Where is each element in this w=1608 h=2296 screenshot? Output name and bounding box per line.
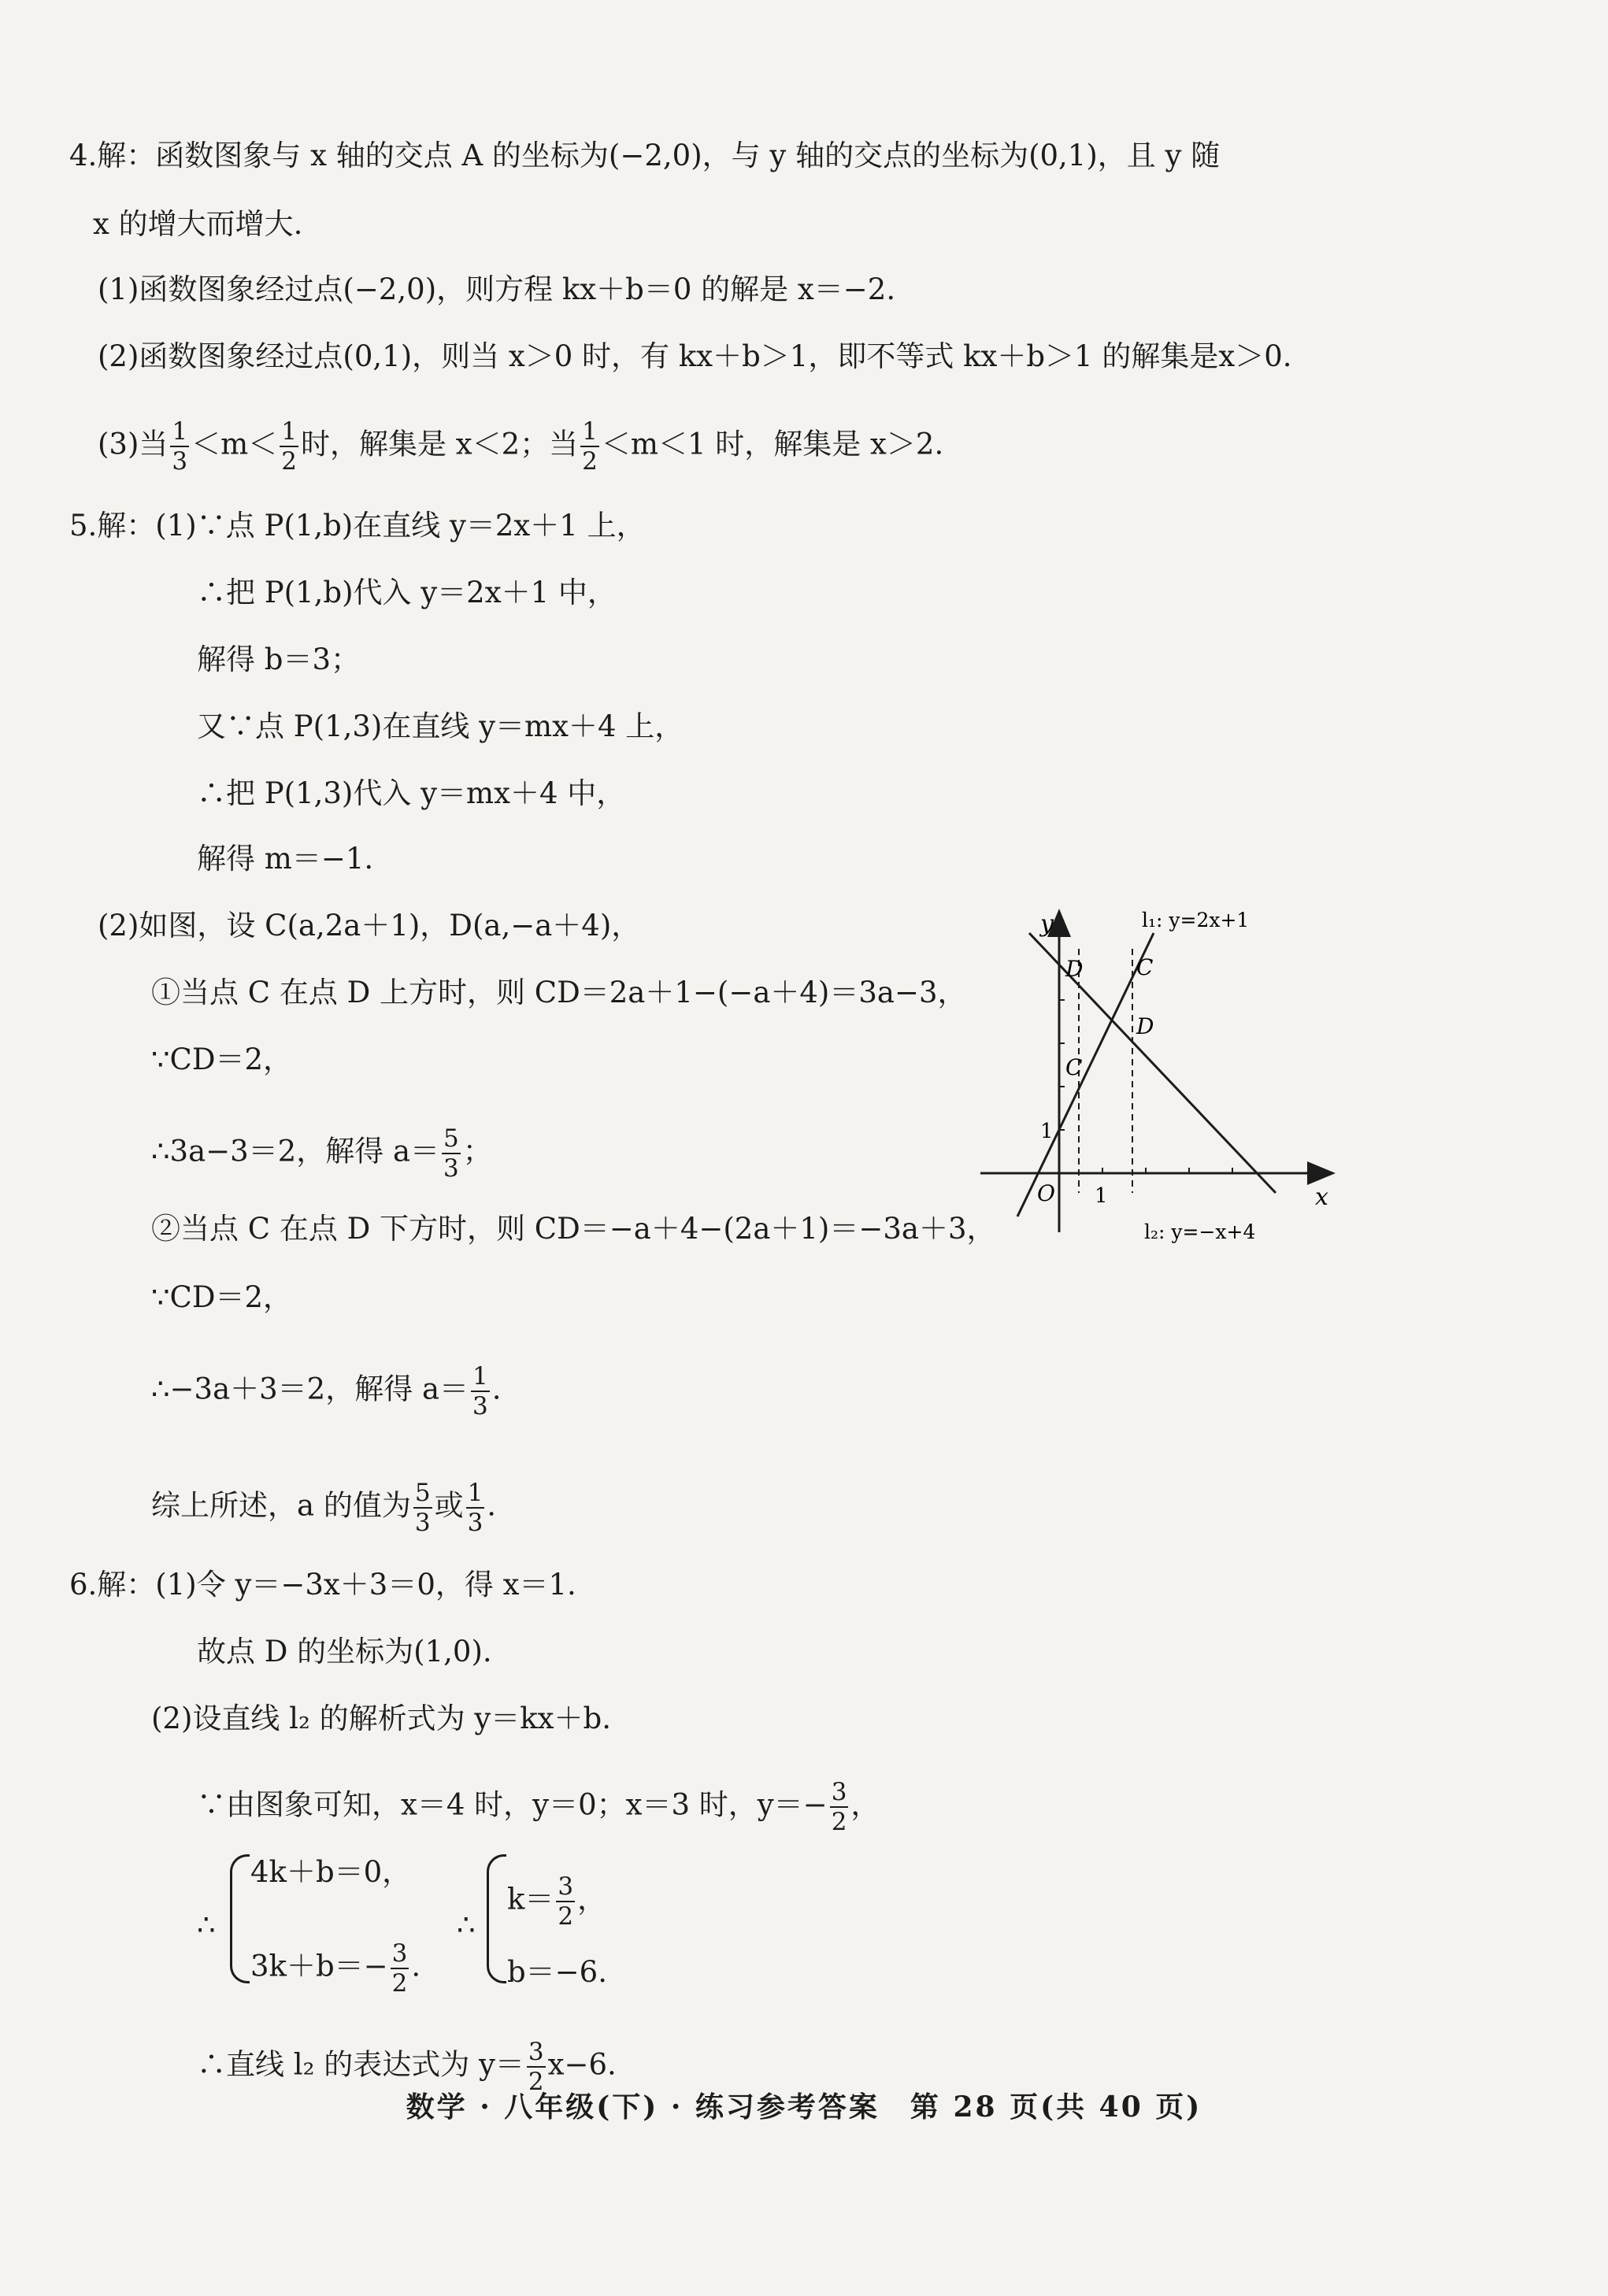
fraction-1-3-b: $\frac{1}{3}$	[472, 1362, 488, 1420]
q5-line-10	[151, 1124, 492, 1183]
system2-eq2: b＝−6.	[507, 1955, 607, 1989]
q6-line-4-text-a: ∵由图象可知，x＝4 时，y＝0；x＝3 时，y＝−	[197, 1787, 828, 1822]
q4-line-5-text-b: ＜m＜	[191, 427, 278, 461]
system1-eq2	[250, 1939, 421, 1998]
fraction-1-2-b: $\frac{1}{2}$	[582, 417, 598, 476]
q5-line-14-text-c: .	[487, 1488, 497, 1523]
line-l1-label: l₁: y=2x+1	[1142, 909, 1250, 931]
q5-line-9: ∵CD＝2，	[151, 1042, 293, 1076]
y-tick-label-1: 1	[1040, 1120, 1054, 1143]
q4-line-1: 4.解：函数图象与 x 轴的交点 A 的坐标为(−2,0)，与 y 轴的交点的坐标为(0,1)，且 y 随	[69, 139, 1221, 172]
q4-line-5-text-a: (3)当	[98, 427, 169, 461]
point-d-right: D	[1136, 1013, 1154, 1039]
page-footer: 数学 · 八年级(下) · 练习参考答案 第 28 页(共 40 页)	[406, 2090, 1202, 2124]
q5-line-14-text-b: 或	[434, 1488, 464, 1523]
point-c-left: C	[1065, 1054, 1083, 1080]
fraction-3-2-d: $\frac{3}{2}$	[528, 2038, 544, 2096]
q5-line-13-text-a: ∴−3a＋3＝2，解得 a＝	[151, 1372, 469, 1406]
left-brace-2	[487, 1854, 506, 1983]
system1-eq2-end: .	[411, 1949, 421, 1983]
fraction-1-3-c: $\frac{1}{3}$	[467, 1479, 484, 1537]
q5-line-8: ①当点 C 在点 D 上方时，则 CD＝2a＋1−(−a＋4)＝3a−3，	[151, 976, 967, 1009]
q6-line-6-text-b: x−6.	[547, 2047, 617, 2082]
q6-line-4	[197, 1778, 880, 1836]
left-brace-1	[230, 1854, 250, 1983]
x-axis-label: x	[1315, 1183, 1328, 1211]
q4-line-5-text-c: 时，解集是 x＜2；当	[300, 427, 579, 461]
fraction-5-3: $\frac{5}{3}$	[443, 1124, 459, 1183]
system2-eq1	[507, 1872, 606, 1931]
q4-line-5	[98, 417, 943, 476]
origin-label: O	[1037, 1180, 1055, 1206]
system1-eq1: 4k＋b＝0，	[250, 1855, 412, 1889]
system1-eq2-text: 3k＋b＝−	[250, 1949, 388, 1983]
q5-line-1: 5.解：(1)∵点 P(1,b)在直线 y＝2x＋1 上，	[69, 509, 646, 543]
therefore-symbol-1: ∴	[197, 1908, 216, 1942]
q5-line-7: (2)如图，设 C(a,2a＋1)，D(a,−a＋4)，	[98, 909, 641, 942]
q4-line-3: (1)函数图象经过点(−2,0)，则方程 kx＋b＝0 的解是 x＝−2.	[98, 272, 896, 306]
x-tick-label-1: 1	[1095, 1184, 1108, 1208]
q6-line-3: (2)设直线 l₂ 的解析式为 y＝kx＋b.	[151, 1702, 611, 1735]
q5-line-3: 解得 b＝3；	[197, 643, 360, 676]
q5-line-13-text-b: .	[491, 1372, 502, 1406]
fraction-1-2: $\frac{1}{2}$	[281, 417, 297, 476]
q5-line-6: 解得 m＝−1.	[197, 842, 374, 876]
q5-line-11: ②当点 C 在点 D 下方时，则 CD＝−a＋4−(2a＋1)＝−3a＋3，	[151, 1212, 996, 1246]
q5-line-10-text-a: ∴3a−3＝2，解得 a＝	[151, 1134, 440, 1168]
q5-line-13	[151, 1362, 502, 1420]
q6-line-2: 故点 D 的坐标为(1,0).	[197, 1635, 492, 1668]
q5-line-4: 又∵点 P(1,3)在直线 y＝mx＋4 上，	[197, 709, 684, 743]
fraction-5-3-b: $\frac{5}{3}$	[414, 1479, 431, 1537]
q5-line-14	[151, 1479, 496, 1537]
therefore-symbol-2: ∴	[457, 1908, 476, 1942]
q5-line-10-text-b: ；	[462, 1134, 492, 1168]
fraction-1-3: $\frac{1}{3}$	[172, 417, 188, 476]
q6-line-4-text-b: ，	[850, 1787, 880, 1822]
system2-eq1-end: ，	[577, 1882, 607, 1916]
q6-line-1: 6.解：(1)令 y＝−3x＋3＝0，得 x＝1.	[69, 1568, 576, 1602]
fraction-3-2: $\frac{3}{2}$	[831, 1778, 847, 1836]
point-c-right: C	[1136, 954, 1154, 980]
point-d-left: D	[1065, 956, 1084, 982]
q4-line-4: (2)函数图象经过点(0,1)，则当 x＞0 时，有 kx＋b＞1，即不等式 kx＋b＞1 的解集是x＞0.	[98, 339, 1292, 373]
coordinate-graph	[965, 902, 1343, 1248]
fraction-3-2-c: $\frac{3}{2}$	[558, 1872, 574, 1931]
fraction-3-2-b: $\frac{3}{2}$	[391, 1939, 408, 1998]
system2-eq1-text: k＝	[507, 1882, 554, 1916]
q5-line-14-text-a: 综上所述，a 的值为	[151, 1488, 411, 1523]
q4-line-2: x 的增大而增大.	[93, 207, 303, 241]
q6-line-6-text-a: ∴直线 l₂ 的表达式为 y＝	[197, 2047, 524, 2082]
y-axis-label: y	[1040, 910, 1054, 938]
q4-line-5-text-d: ＜m＜1 时，解集是 x＞2.	[601, 427, 944, 461]
line-l2-label: l₂: y=−x+4	[1144, 1220, 1256, 1243]
q5-line-2: ∴把 P(1,b)代入 y＝2x＋1 中，	[197, 576, 617, 609]
q5-line-12: ∵CD＝2，	[151, 1280, 293, 1314]
q5-line-5: ∴把 P(1,3)代入 y＝mx＋4 中，	[197, 776, 626, 810]
